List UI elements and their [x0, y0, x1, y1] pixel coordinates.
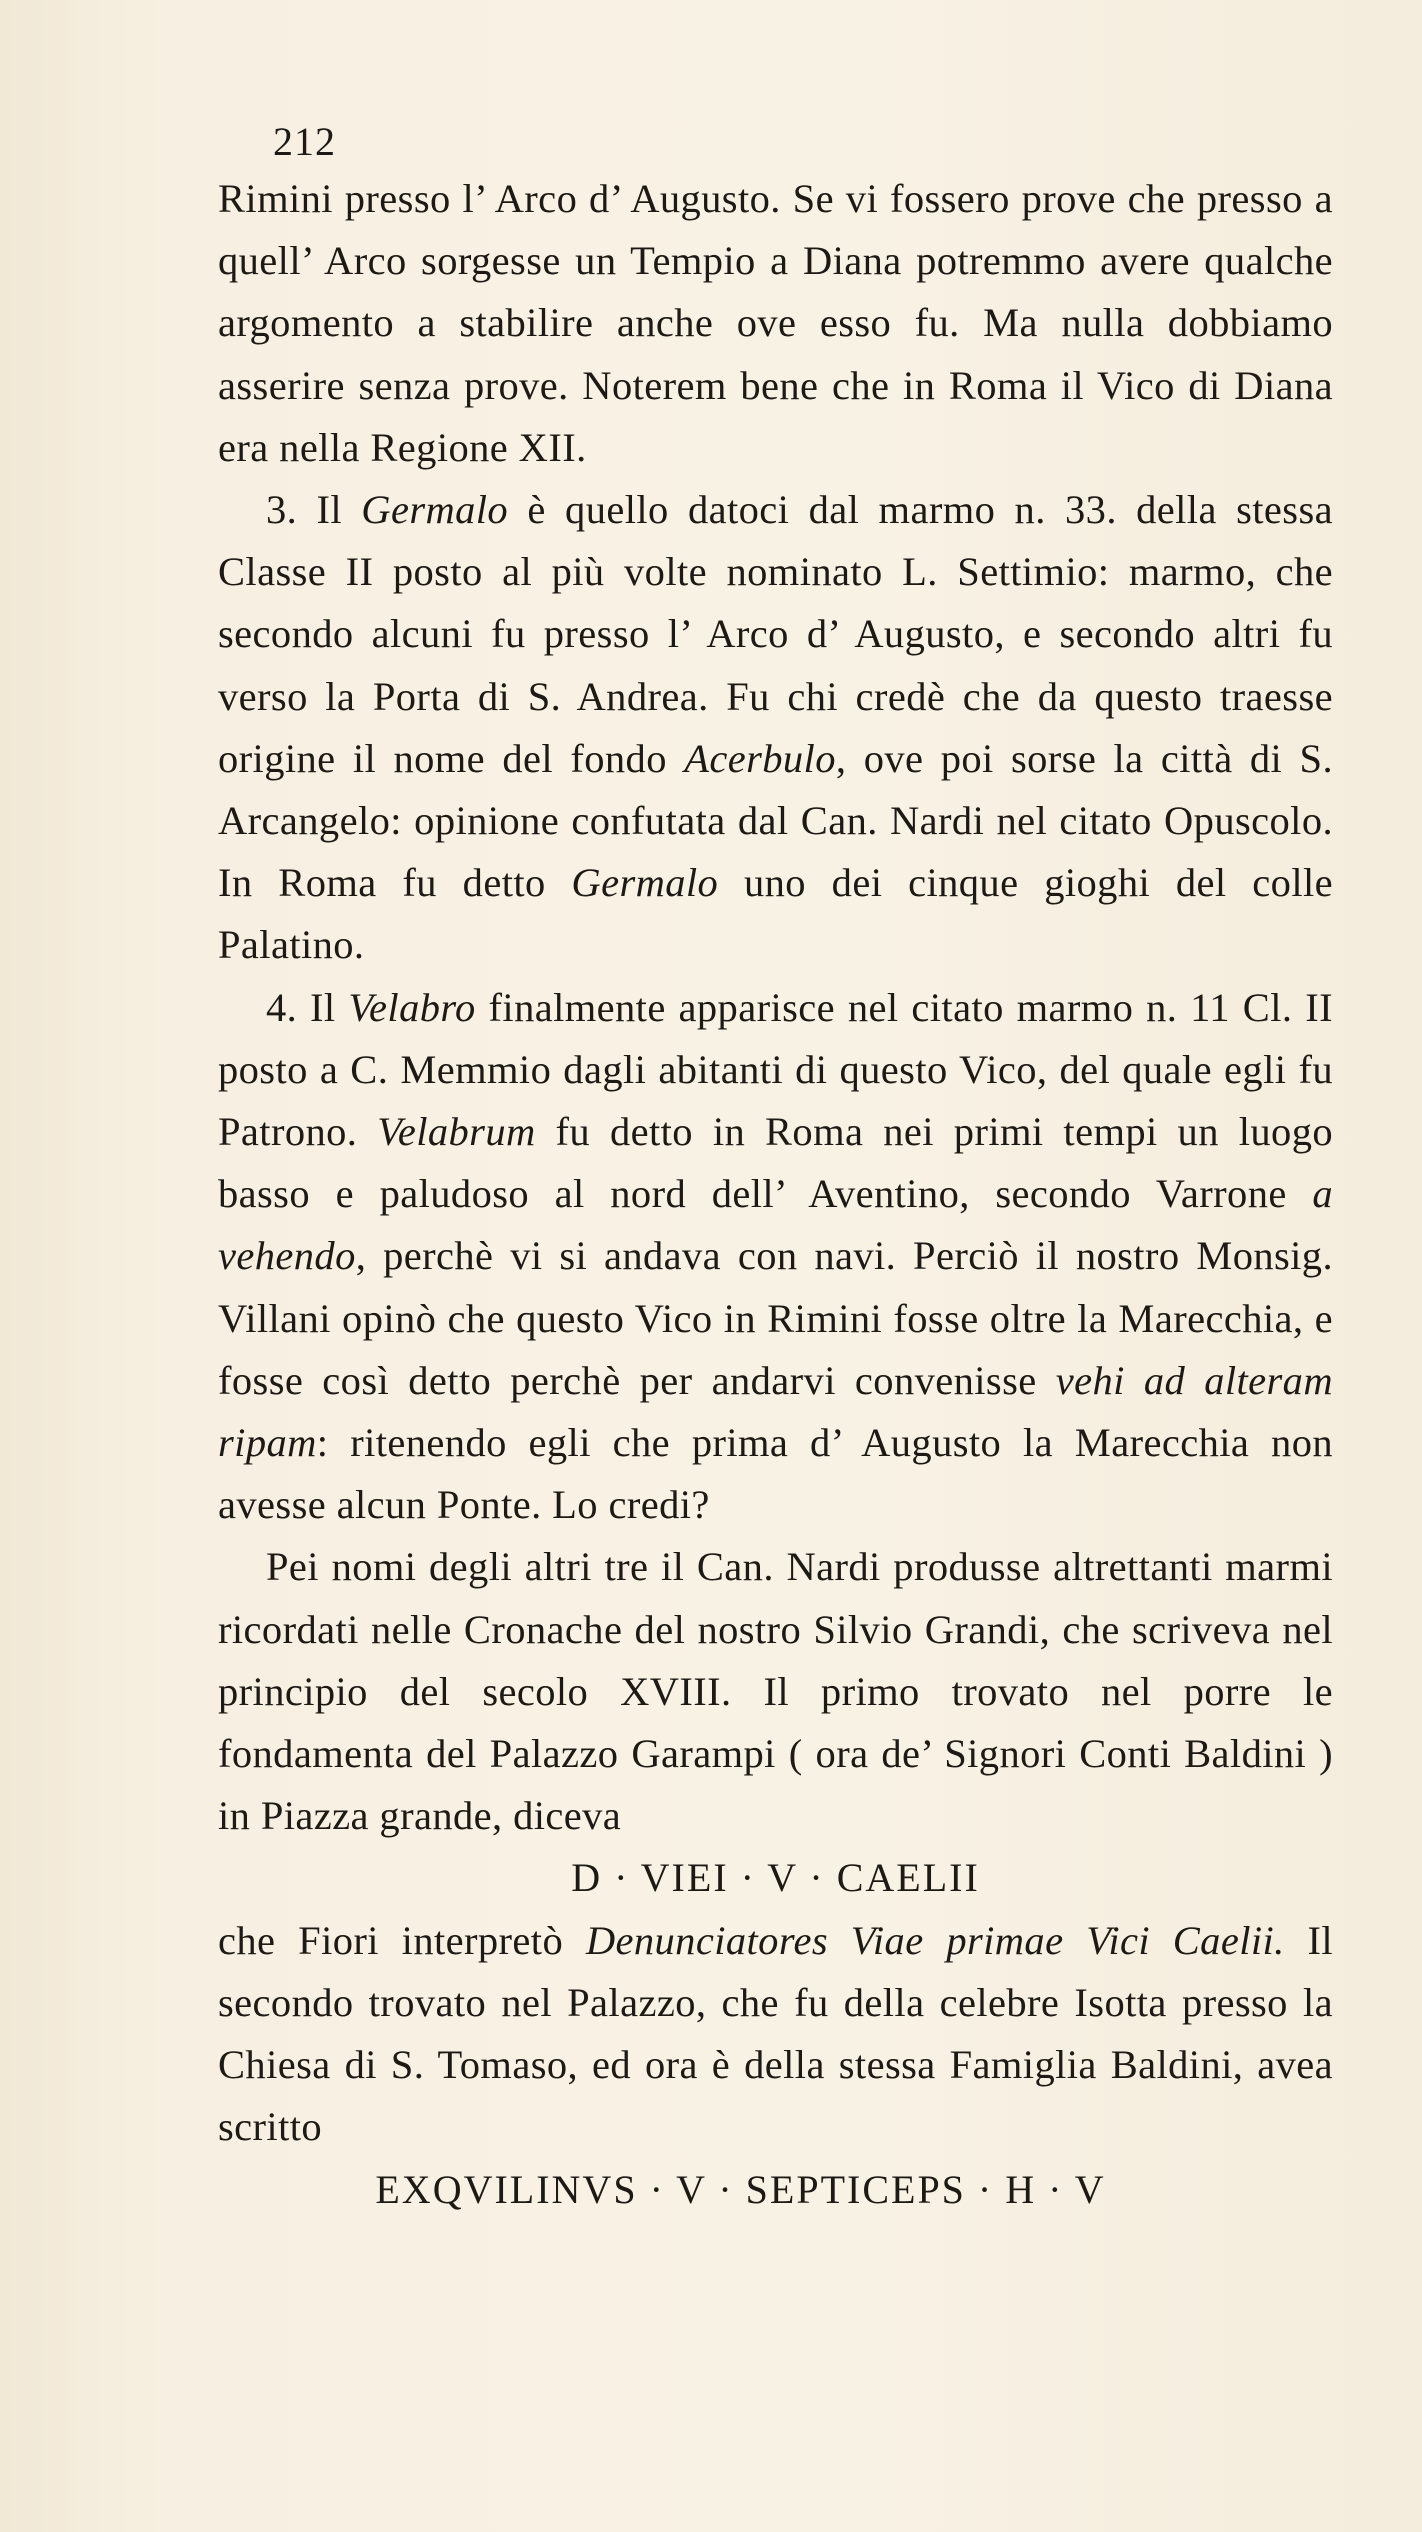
paragraph-3: 4. Il Velabro finalmente apparisce nel citato marmo n. 11 Cl. II posto a C. Memmio dagli abitanti di questo Vico, del quale egli fu Patrono. Velabrum fu detto in Roma nei primi tempi un luogo basso e paludoso al nord dell’ Aventino, secondo Varrone a vehendo, perchè vi si andava con navi. Perciò il nostro Monsig. Villani opinò che questo Vico in Rimini fosse oltre la Marecchia, e fosse così detto perchè per andarvi convenisse vehi ad alteram ripam: ritenendo egli che prima d’ Augusto la Marecchia non avesse alcun Ponte. Lo credi?	[218, 984, 1333, 1528]
paragraph-2: 3. Il Germalo è quello datoci dal marmo n. 33. della stessa Classe II posto al più volte nominato L. Settimio: marmo, che secondo alcuni fu presso l’ Arco d’ Augusto, e secondo altri fu verso la Porta di S. Andrea. Fu chi credè che da questo traesse origine il nome del fondo Acerbulo, ove poi sorse la città di S. Arcangelo: opinione confutata dal Can. Nardi nel citato Opuscolo. In Roma fu detto Germalo uno dei cinque gioghi del colle Palatino.	[218, 487, 1334, 968]
inscription-second: EXQVILINVS · V · SEPTICEPS · H · V	[375, 2166, 1106, 2212]
body-text	[218, 168, 1333, 2221]
paragraph-1: Rimini presso l’ Arco d’ Augusto. Se vi fossero prove che presso a quell’ Arco sorgesse un Tempio a Diana potremmo avere qualche argomento a stabilire anche ove esso fu. Ma nulla dobbiamo asserire senza prove. Noterem bene che in Roma il Vico di Diana era nella Regione XII.	[218, 176, 1333, 470]
inscription-first: D · VIEI · V · CAELII	[571, 1855, 980, 1901]
page-number: 212	[273, 119, 336, 164]
paragraph-4: Pei nomi degli altri tre il Can. Nardi produsse altrettanti marmi ricordati nelle Cronache del nostro Silvio Grandi, che scriveva nel principio del secolo XVIII. Il primo trovato nel porre le fondamenta del Palazzo Garampi ( ora de’ Signori Conti Baldini ) in Piazza grande, diceva	[218, 1544, 1333, 1839]
paragraph-5: che Fiori interpretò Denunciatores Viae primae Vici Caelii. Il secondo trovato nel Palazzo, che fu della celebre Isotta presso la Chiesa di S. Tomaso, ed ora è della stessa Famiglia Baldini, avea scritto	[218, 1917, 1333, 2150]
